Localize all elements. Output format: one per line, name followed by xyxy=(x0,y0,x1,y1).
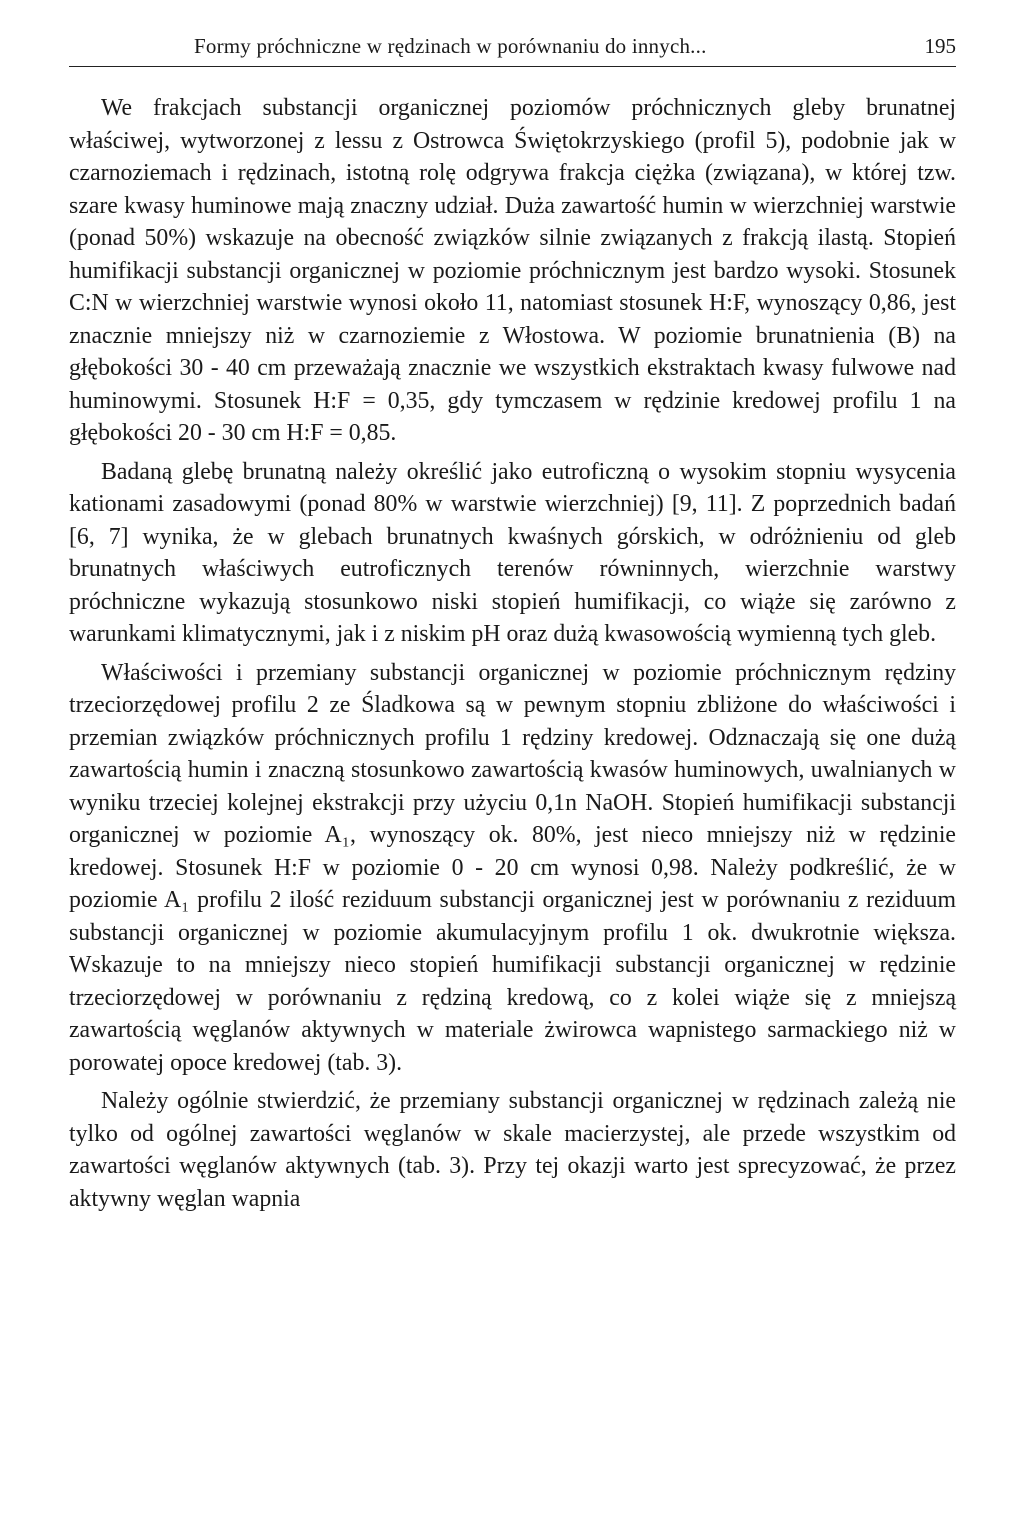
page-number: 195 xyxy=(924,34,956,58)
body-text xyxy=(69,92,956,1215)
running-title: Formy próchniczne w rędzinach w porównaniu do innych... xyxy=(194,34,707,58)
page xyxy=(69,30,956,1215)
paragraph: We frakcjach substancji organicznej poziomów próchnicznych gleby brunatnej właściwej, wytworzonej z lessu z Ostrowca Świętokrzyskiego (profil 5), podobnie jak w czarnoziemach i rędzinach, istotną rolę odgrywa frakcja ciężka (związana), w której tzw. szare kwasy huminowe mają znaczny udział. Duża zawartość humin w wierzchniej warstwie (ponad 50%) wskazuje na obecność związków silnie związanych z frakcją ilastą. Stopień humifikacji substancji organicznej w poziomie próchnicznym jest bardzo wysoki. Stosunek C:N w wierzchniej warstwie wynosi około 11, natomiast stosunek H:F, wynoszący 0,86, jest znacznie mniejszy niż w czarnoziemie z Włostowa. W poziomie brunatnienia (B) na głębokości 30 - 40 cm przeważają znacznie we wszystkich ekstraktach kwasy fulwowe nad huminowymi. Stosunek H:F = 0,35, gdy tymczasem w rędzinie kredowej profilu 1 na głębokości 20 - 30 cm H:F = 0,85. xyxy=(69,95,956,446)
paragraph: Właściwości i przemiany substancji organicznej w poziomie próchnicznym rędziny trzeciorzędowej profilu 2 ze Śladkowa są w pewnym stopniu zbliżone do właściwości i przemian związków próchnicznych profilu 1 rędziny kredowej. Odznaczają się one dużą zawartością humin i znaczną stosunkowo zawartością kwasów huminowych, uwalnianych w wyniku trzeciej kolejnej ekstrakcji przy użyciu 0,1n NaOH. Stopień humifikacji substancji organicznej w poziomie A₁, wynoszący ok. 80%, jest nieco mniejszy niż w rędzinie kredowej. Stosunek H:F w poziomie 0 - 20 cm wynosi 0,98. Należy podkreślić, że w poziomie A₁ profilu 2 ilość reziduum substancji organicznej jest w porównaniu z reziduum substancji organicznej w poziomie akumulacyjnym profilu 1 ok. dwukrotnie większa. Wskazuje to na mniejszy nieco stopień humifikacji substancji organicznej w rędzinie trzeciorzędowej w porównaniu z rędziną kredową, co z kolei wiąże się z mniejszą zawartością węglanów aktywnych w materiale żwirowca wapnistego sarmackiego niż w porowatej opoce kredowej (tab. 3). xyxy=(69,659,956,1076)
paragraph: Należy ogólnie stwierdzić, że przemiany substancji organicznej w rędzinach zależą nie tylko od ogólnej zawartości węglanów w skale macierzystej, ale przede wszystkim od zawartości węglanów aktywnych (tab. 3). Przy tej okazji warto jest sprecyzować, że przez aktywny węglan wapnia xyxy=(69,1088,956,1212)
running-header xyxy=(69,30,956,67)
paragraph: Badaną glebę brunatną należy określić jako eutroficzną o wysokim stopniu wysycenia kationami zasadowymi (ponad 80% w warstwie wierzchniej) [9, 11]. Z poprzednich badań [6, 7] wynika, że w glebach brunatnych kwaśnych górskich, w odróżnieniu od gleb brunatnych właściwych eutroficznych terenów równinnych, wierzchnie warstwy próchniczne wykazują stosunkowo niski stopień humifikacji, co wiąże się zarówno z warunkami klimatycznymi, jak i z niskim pH oraz dużą kwasowością wymienną tych gleb. xyxy=(69,458,956,647)
